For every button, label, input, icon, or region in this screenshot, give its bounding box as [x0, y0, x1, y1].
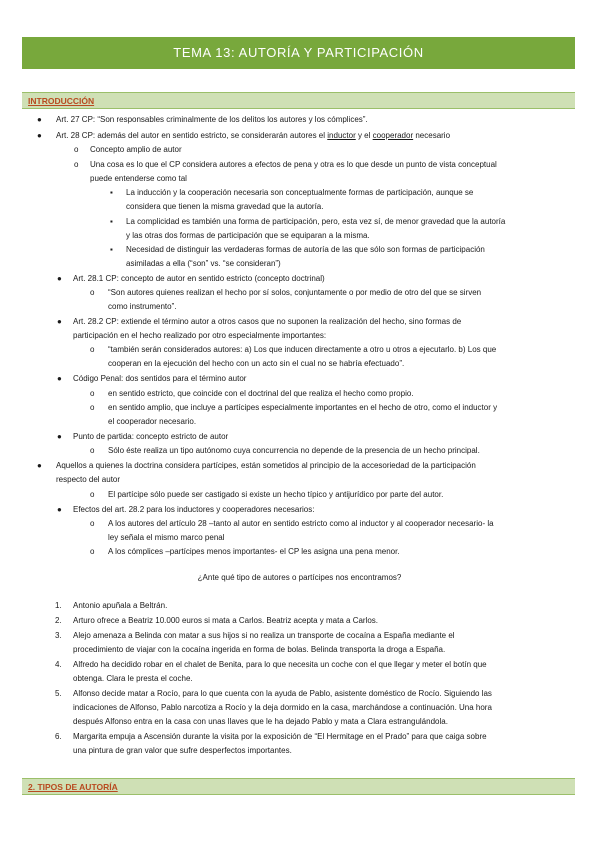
bullet-icon: ●	[37, 115, 42, 124]
text-line: Alfonso decide matar a Rocío, para lo que cuenta con la ayuda de Pablo, asistente doméstico de Rocío. Siguiendo las	[73, 689, 492, 698]
text-line: El partícipe sólo puede ser castigado si existe un hecho típico y antijurídico por parte del autor.	[108, 490, 444, 499]
text-line: La complicidad es también una forma de participación, pero, esta vez sí, de menor gravedad que la autoría	[126, 217, 506, 226]
section-header-introduccion	[22, 92, 575, 109]
square-bullet-icon: ▪	[110, 217, 113, 226]
square-bullet-icon: ▪	[110, 245, 113, 254]
bullet-icon: ●	[57, 317, 62, 326]
text-line: obtenga. Clara le presta el coche.	[73, 674, 193, 683]
text-line: procedimiento de viajar con la cocaína ingerida en forma de bolas. Belinda transporta la droga a España.	[73, 645, 446, 654]
text-line: Concepto amplio de autor	[90, 145, 182, 154]
text-line: Art. 28.2 CP: extiende el término autor a otros casos que no suponen la realización del hecho, sino formas de	[73, 317, 462, 326]
text-line: A los cómplices –partícipes menos importantes- el CP les asigna una pena menor.	[108, 547, 400, 556]
bullet-icon: ●	[57, 374, 62, 383]
list-number: 2.	[55, 616, 62, 625]
text-line: participación en el hecho realizado por otro especialmente importantes:	[73, 331, 327, 340]
bullet-icon: ●	[37, 461, 42, 470]
text-line: Antonio apuñala a Beltrán.	[73, 601, 168, 610]
section-header-tipos-de-autoria	[22, 778, 575, 795]
text-line: Código Penal: dos sentidos para el término autor	[73, 374, 247, 383]
text-line: Margarita empuja a Ascensión durante la visita por la exposición de “El Hermitage en el Prado” para que caiga sobre	[73, 732, 487, 741]
text-line: “Son autores quienes realizan el hecho por sí solos, conjuntamente o por medio de otro del que se sirven	[108, 288, 482, 297]
circle-bullet-icon: o	[90, 547, 95, 556]
bullet-icon: ●	[37, 131, 42, 140]
circle-bullet-icon: o	[90, 345, 95, 354]
text-line: puede entenderse como tal	[90, 174, 187, 183]
text-line: Aquellos a quienes la doctrina considera partícipes, están sometidos al principio de la accesoriedad de la participación	[56, 461, 476, 470]
bullet-icon: ●	[57, 432, 62, 441]
section-title: 2. TIPOS DE AUTORÍA	[28, 782, 118, 792]
list-number: 5.	[55, 689, 62, 698]
text-line: ley señala el mismo marco penal	[108, 533, 225, 542]
page-title: TEMA 13: AUTORÍA Y PARTICIPACIÓN	[22, 37, 575, 69]
circle-bullet-icon: o	[74, 160, 79, 169]
text-line: La inducción y la cooperación necesaria son conceptualmente formas de participación, aunque se	[126, 188, 474, 197]
circle-bullet-icon: o	[90, 403, 95, 412]
text-line: Necesidad de distinguir las verdaderas formas de autoría de las que sólo son formas de participación	[126, 245, 485, 254]
text-line: asimiladas a ella (“son” vs. “se consideran”)	[126, 259, 281, 268]
text-line: Alfredo ha decidido robar en el chalet de Benita, para lo que necesita un coche con el que llegar y meter el botín que	[73, 660, 487, 669]
text-line: considera que tienen la misma gravedad que la autoría.	[126, 202, 324, 211]
text-line: Art. 28 CP: además del autor en sentido estricto, se considerarán autores el inductor y el cooperador necesario	[56, 131, 451, 140]
text-line: Punto de partida: concepto estricto de autor	[73, 432, 229, 441]
text-line: y las otras dos formas de participación que se equiparan a la misma.	[126, 231, 370, 240]
text-line: en sentido estricto, que coincide con el doctrinal del que realiza el hecho como propio.	[108, 389, 414, 398]
text-line: en sentido amplio, que incluye a partícipes especialmente importantes en el hecho de otro, como el inductor y	[108, 403, 498, 412]
text-line: Alejo amenaza a Belinda con matar a sus hijos si no realiza un transporte de cocaína a España mediante el	[73, 631, 455, 640]
text-line: como instrumento”.	[108, 302, 177, 311]
circle-bullet-icon: o	[90, 490, 95, 499]
text-line: Sólo éste realiza un tipo autónomo cuya concurrencia no depende de la presencia de un hecho principal.	[108, 446, 480, 455]
text-line: una pintura de gran valor que sufre desperfectos importantes.	[73, 746, 292, 755]
text-line: A los autores del artículo 28 –tanto al autor en sentido estricto como al inductor y al cooperador necesario- la	[108, 519, 494, 528]
list-number: 3.	[55, 631, 62, 640]
text-line: Arturo ofrece a Beatriz 10.000 euros si mata a Carlos. Beatriz acepta y mata a Carlos.	[73, 616, 379, 625]
text-line: Art. 27 CP: “Son responsables criminalmente de los delitos los autores y los cómplices”.	[56, 115, 368, 124]
question-heading: ¿Ante qué tipo de autores o partícipes nos encontramos?	[197, 573, 402, 582]
list-number: 1.	[55, 601, 62, 610]
circle-bullet-icon: o	[90, 389, 95, 398]
text-line: después Alfonso entra en la casa con unas llaves que le ha dejado Pablo y mata a Clara estrangulándola.	[73, 717, 448, 726]
circle-bullet-icon: o	[90, 519, 95, 528]
list-number: 6.	[55, 732, 62, 741]
text-line: Art. 28.1 CP: concepto de autor en sentido estricto (concepto doctrinal)	[73, 274, 325, 283]
text-line: Una cosa es lo que el CP considera autores a efectos de pena y otra es lo que desde un punto de vista conceptual	[90, 160, 497, 169]
text-line: Efectos del art. 28.2 para los inductores y cooperadores necesarios:	[73, 505, 315, 514]
bullet-icon: ●	[57, 274, 62, 283]
text-line: “también serán considerados autores: a) Los que inducen directamente a otro u otros a ejecutarlo. b) Los que	[108, 345, 497, 354]
circle-bullet-icon: o	[90, 446, 95, 455]
list-number: 4.	[55, 660, 62, 669]
text-line: respecto del autor	[56, 475, 121, 484]
bullet-icon: ●	[57, 505, 62, 514]
text-line: cooperan en la ejecución del hecho con un acto sin el cual no se habría efectuado”.	[108, 359, 405, 368]
section-title: INTRODUCCIÓN	[28, 96, 95, 106]
circle-bullet-icon: o	[90, 288, 95, 297]
square-bullet-icon: ▪	[110, 188, 113, 197]
text-line: el cooperador necesario.	[108, 417, 197, 426]
circle-bullet-icon: o	[74, 145, 79, 154]
text-line: indicaciones de Alfonso, Pablo narcotiza a Rocío y la deja dormido en la casa, marchándose a continuación. Una hora	[73, 703, 492, 712]
